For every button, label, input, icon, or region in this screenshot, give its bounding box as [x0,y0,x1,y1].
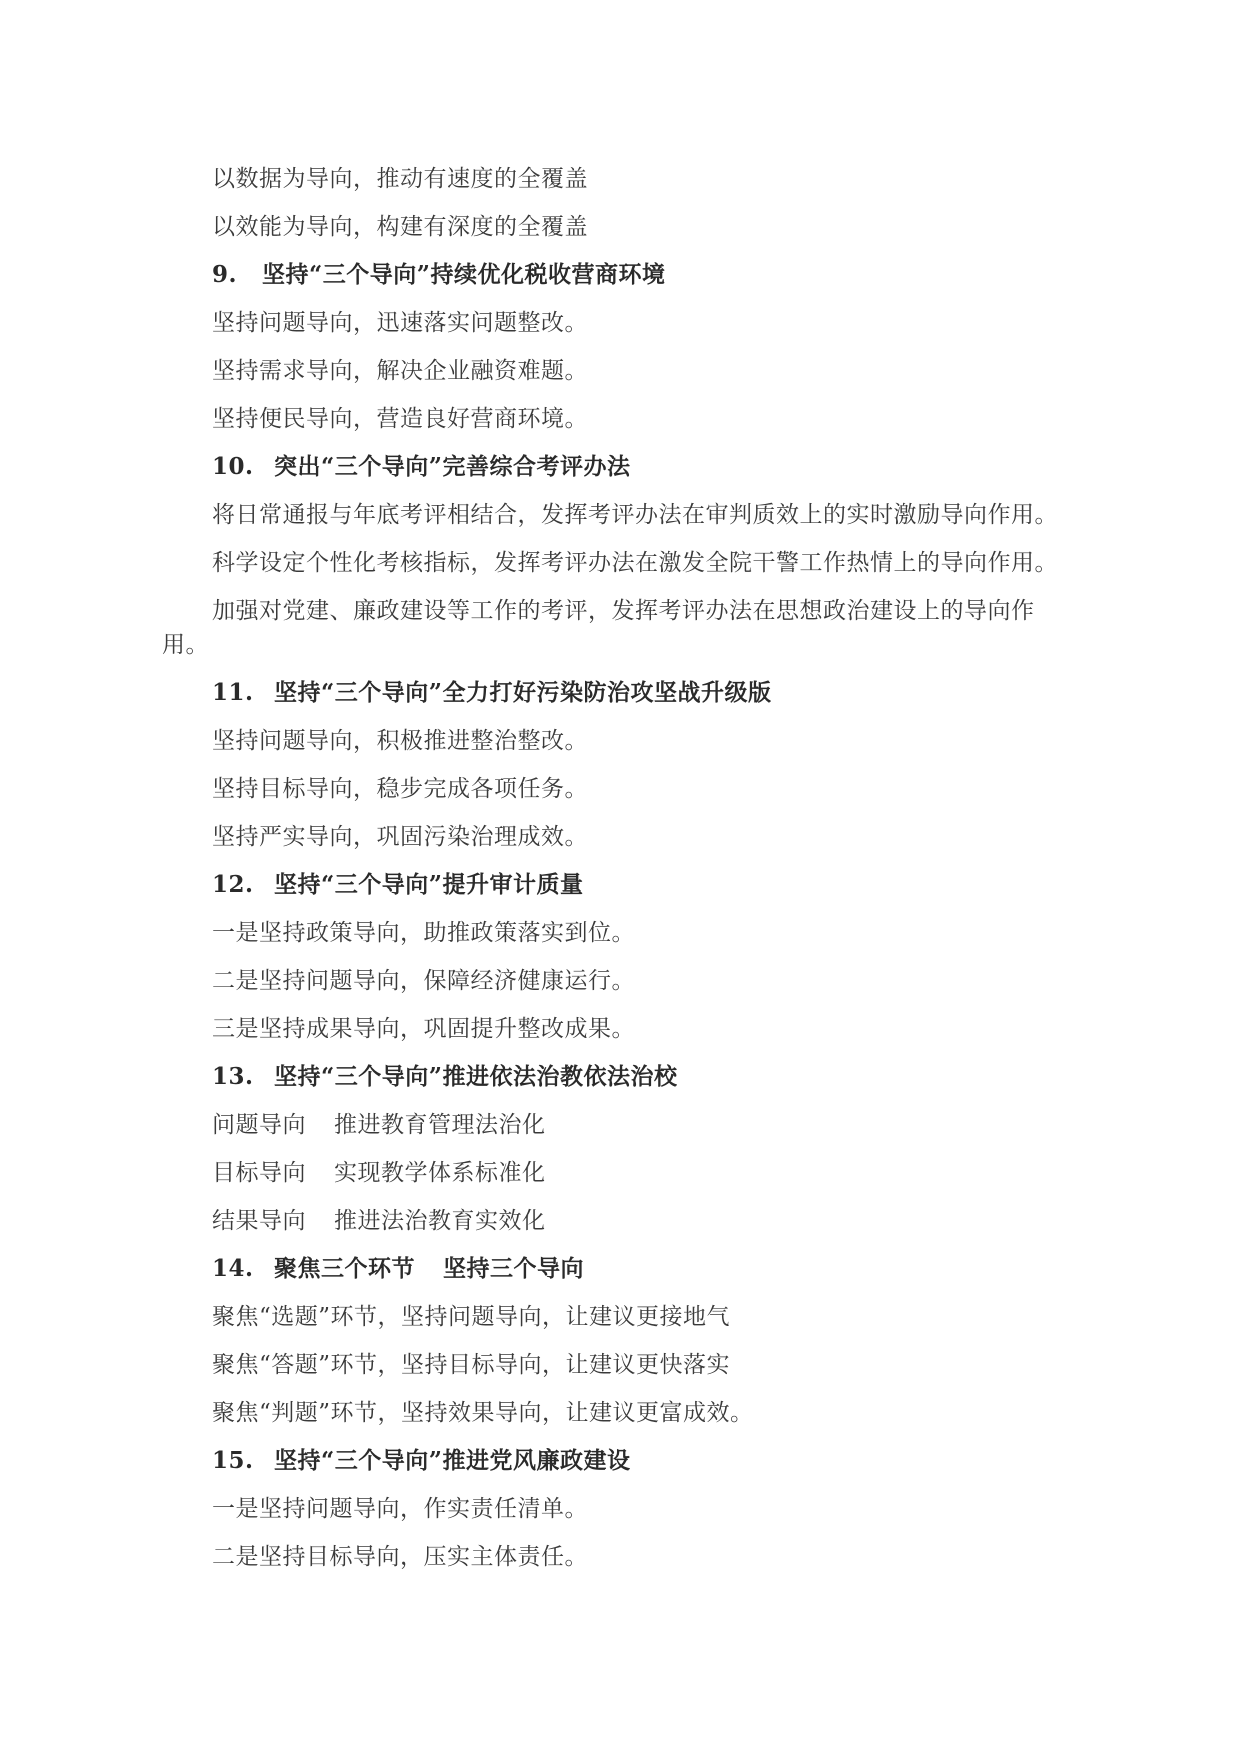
section-title: 坚持“三个导向”推进依法治教依法治校 [274,1063,678,1090]
body-line: 聚焦“判题”环节，坚持效果导向，让建议更富成效。 [212,1400,754,1426]
orientation-label: 结果导向 [212,1208,306,1234]
body-line: 以数据为导向，推动有速度的全覆盖 [212,166,588,192]
body-line: 以效能为导向，构建有深度的全覆盖 [212,214,588,240]
orientation-goal: 实现教学体系标准化 [334,1160,546,1186]
body-line [162,1149,1108,1197]
body-line: 科学设定个性化考核指标，发挥考评办法在激发全院干警工作热情上的导向作用。 [212,550,1058,576]
body-line: 坚持严实导向，巩固污染治理成效。 [212,824,588,850]
body-line: 聚焦“答题”环节，坚持目标导向，让建议更快落实 [212,1352,731,1378]
section-title: 突出“三个导向”完善综合考评办法 [274,453,631,480]
section-title: 坚持“三个导向”推进党风廉政建设 [274,1447,631,1474]
orientation-label: 问题导向 [212,1112,306,1138]
body-line: 三是坚持成果导向，巩固提升整改成果。 [212,1016,635,1042]
body-line: 坚持问题导向，积极推进整治整改。 [212,728,588,754]
section-number: 12. [212,871,254,898]
body-line: 坚持问题导向，迅速落实问题整改。 [212,310,588,336]
section-title-part: 聚焦三个环节 [274,1255,415,1282]
section-heading [162,1053,1108,1101]
body-line [162,1197,1108,1245]
section-number: 9. [212,261,238,288]
section-number: 15. [212,1447,254,1474]
section-number: 11. [212,679,254,706]
body-line: 聚焦“选题”环节，坚持问题导向，让建议更接地气 [212,1304,731,1330]
orientation-goal: 推进教育管理法治化 [334,1112,546,1138]
section-title: 坚持“三个导向”提升审计质量 [274,871,584,898]
body-line: 将日常通报与年底考评相结合，发挥考评办法在审判质效上的实时激励导向作用。 [212,502,1058,528]
section-number: 10. [212,453,254,480]
section-number: 14. [212,1255,254,1282]
orientation-label: 目标导向 [212,1160,306,1186]
section-title: 坚持“三个导向”持续优化税收营商环境 [262,261,666,288]
body-line: 二是坚持目标导向，压实主体责任。 [212,1544,588,1570]
section-heading [162,443,1108,491]
section-heading [162,1437,1108,1485]
section-title-part: 坚持三个导向 [443,1255,584,1282]
section-heading [162,669,1108,717]
orientation-goal: 推进法治教育实效化 [334,1208,546,1234]
section-heading [162,861,1108,909]
section-number: 13. [212,1063,254,1090]
section-heading [162,251,1108,299]
body-line: 坚持便民导向，营造良好营商环境。 [212,406,588,432]
body-line: 一是坚持政策导向，助推政策落实到位。 [212,920,635,946]
body-line: 一是坚持问题导向，作实责任清单。 [212,1496,588,1522]
section-title: 坚持“三个导向”全力打好污染防治攻坚战升级版 [274,679,772,706]
body-line [162,1101,1108,1149]
wrapped-paragraph: 加强对党建、廉政建设等工作的考评，发挥考评办法在思想政治建设上的导向作用。 [162,598,1035,658]
section-heading [162,1245,1108,1293]
body-line: 坚持目标导向，稳步完成各项任务。 [212,776,588,802]
body-line: 坚持需求导向，解决企业融资难题。 [212,358,588,384]
document-content [162,155,1108,1581]
body-line: 二是坚持问题导向，保障经济健康运行。 [212,968,635,994]
